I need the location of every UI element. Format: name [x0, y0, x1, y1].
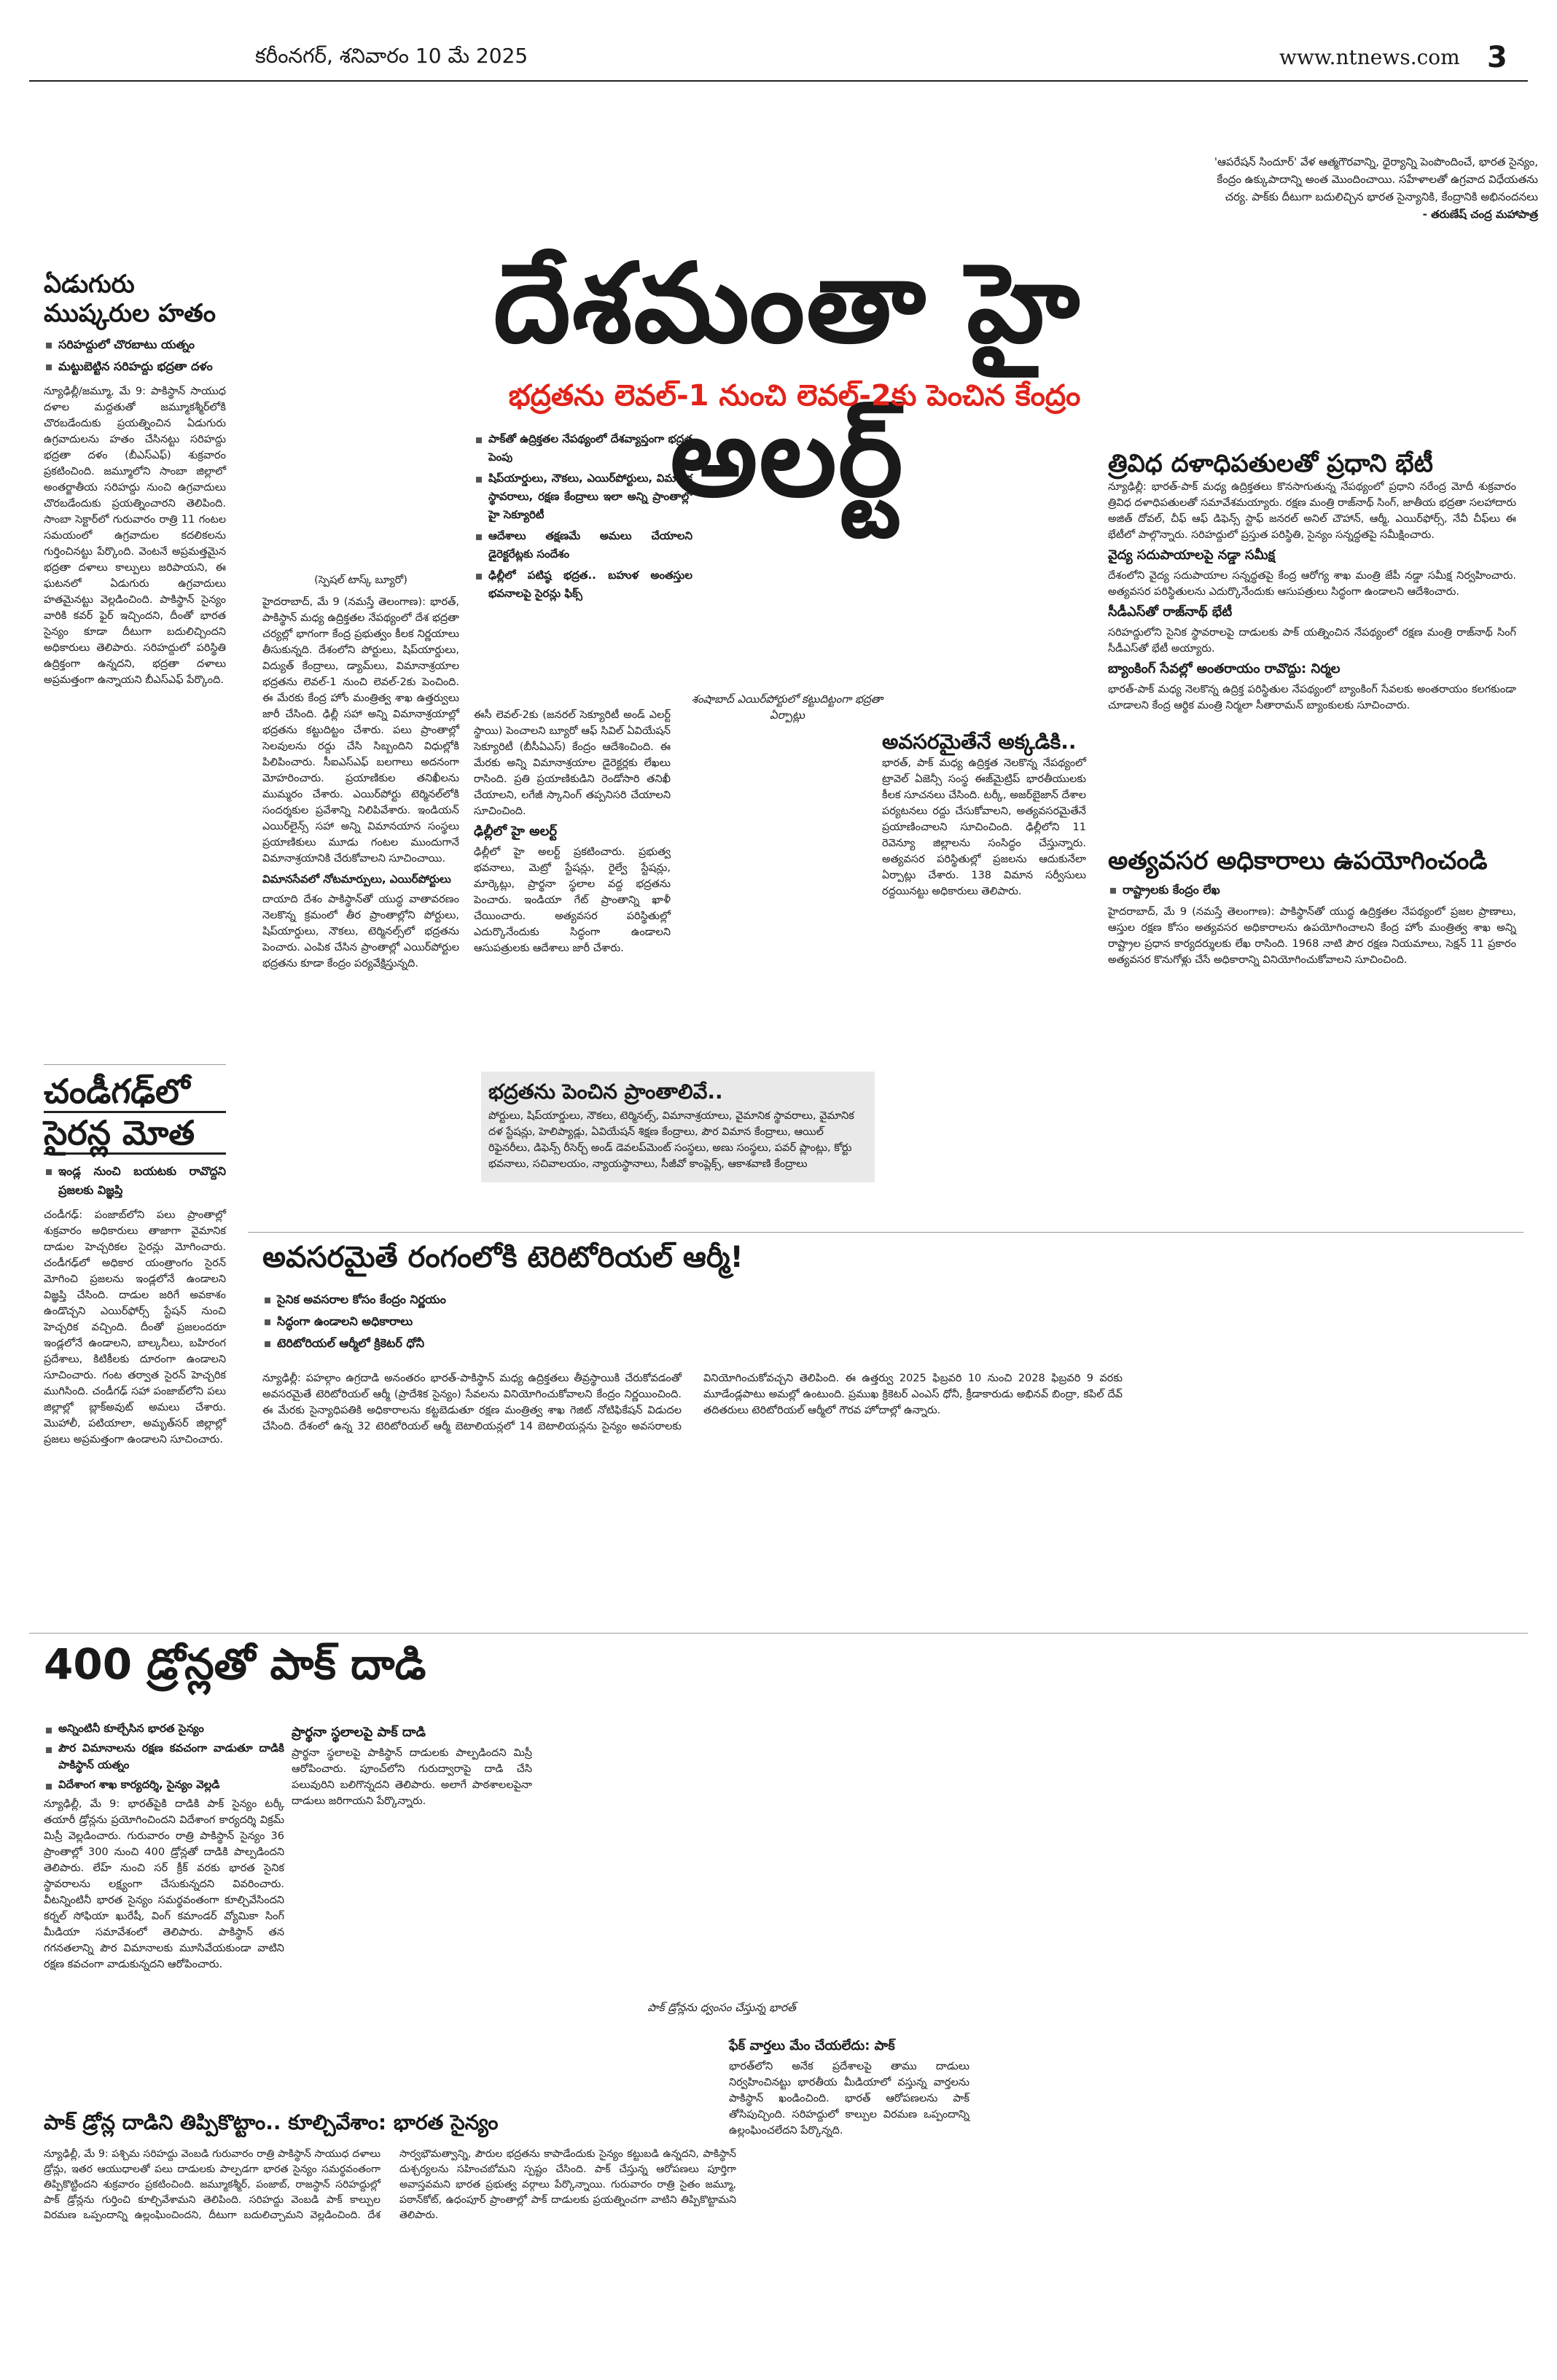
- mid-story: [474, 707, 671, 961]
- chiefs-subhead-1: వైద్య సదుపాయాలపై నడ్డా సమీక్ష: [1108, 547, 1276, 563]
- highlight-item: షిప్‌యార్డులు, నౌకలు, ఎయిర్‌పోర్టులు, విమానిక స్థావరాలు, రక్షణ కేంద్రాలు ఇలా అన్ని ప్రాంతాల్లో హై సెక్యూరిటీ: [474, 469, 692, 524]
- chandigarh-story: [44, 1072, 226, 1452]
- chiefs-body-1: దేశంలోని వైద్య సదుపాయాల సన్నద్ధతపై కేంద్ర ఆరోగ్య శాఖ మంత్రి జేపీ నడ్డా సమీక్ష నిర్వహించారు. అత్యవసర పరిస్థితులను ఎదుర్కొనేందుకు ఆసుపత్రులు సిద్ధంగా ఉండాలని ఆదేశించారు.: [1108, 570, 1516, 598]
- emergency-powers-bullet: రాష్ట్రాలకు కేంద్రం లేఖ: [1108, 881, 1516, 900]
- highlight-item: ఆదేశాలు తక్షణమే అమలు చేయాలని డైరెక్టరేట్లకు సందేశం: [474, 527, 692, 563]
- quote-author: - తరుణేష్ చంద్ర మహాపాత్ర: [1422, 208, 1538, 221]
- chandigarh-headline-2: సైరన్ల మోత: [44, 1111, 226, 1155]
- bottom-body: న్యూఢిల్లీ, మే 9: పశ్చిమ సరిహద్దు వెంబడి గురువారం రాత్రి పాకిస్థాన్ సాయుధ దళాలు డ్రోన్లు, ఇతర ఆయుధాలతో పలు దాడులకు పాల్పడగా భారత సైన్యం సమర్థవంతంగా తిప్పికొట్టిందని శుక్రవారం ప్రకటించింది. జమ్మూకశ్మీర్, పంజాబ్, రాజస్థాన్ సరిహద్దుల్లో పాక్ డ్రోన్లను గుర్తించి కూల్చివేశామని తెలిపింది. సరిహద్దు వెంబడి పాక్ కాల్పుల విరమణ ఒప్పందాన్ని ఉల్లంఘించిందని, దీటుగా బదులిచ్చామని వెల్లడించింది. దేశ సార్వభౌమత్వాన్ని, పౌరుల భద్రతను కాపాడేందుకు సైన్యం కట్టుబడి ఉన్నదని, పాకిస్థాన్ దుశ్చర్యలను సహించబోమని స్పష్టం చేసింది. పాక్ చేస్తున్న ఆరోపణలు పూర్తిగా అవాస్తవమని భారత ప్రభుత్వ వర్గాలు పేర్కొన్నాయి. గురువారం రాత్రి సైతం జమ్మూ, పఠాన్‌కోట్, ఉధంపూర్ ప్రాంతాల్లో పాక్ దాడులకు ప్రయత్నించగా వాటిని తిప్పికొట్టామని తెలిపారు.: [44, 2148, 736, 2221]
- drones-body: న్యూఢిల్లీ, మే 9: భారత్‌పైకి దాడికి పాక్ సైన్యం టర్కీ తయారీ డ్రోన్లను ప్రయోగించిందని విదేశాంగ కార్యదర్శి విక్రమ్ మిస్రీ వెల్లడించారు. గురువారం రాత్రి పాకిస్థాన్ సైన్యం 36 ప్రాంతాల్లో 300 నుంచి 400 డ్రోన్లతో దాడికి పాల్పడిందని తెలిపారు. లేహ్ నుంచి సర్ క్రీక్ వరకు భారత సైనిక స్థావరాలను లక్ష్యంగా చేసుకున్నదని వివరించారు. వీటన్నింటినీ భారత సైన్యం సమర్థవంతంగా కూల్చివేసిందని కర్నల్ సోఫియా ఖురేషీ, వింగ్ కమాండర్ వ్యోమికా సింగ్ మీడియా సమావేశంలో తెలిపారు. పాకిస్థాన్ తన గగనతలాన్ని పౌర విమానాలకు మూసివేయకుండా వాటిని రక్షణ కవచంగా వాడుకున్నదని ఆరోపించారు.: [44, 1798, 284, 1970]
- chiefs-body-2: సరిహద్దులోని సైనిక స్థావరాలపై దాడులకు పాక్ యత్నించిన నేపథ్యంలో రక్షణ మంత్రి రాజ్‌నాథ్ సింగ్ సీడీఎస్‌తో భేటీ అయ్యారు.: [1108, 627, 1516, 655]
- emergency-powers-body: హైదరాబాద్, మే 9 (నమస్తే తెలంగాణ): పాకిస్థాన్‌తో యుద్ధ ఉద్రిక్తతల నేపథ్యంలో ప్రజల ప్రాణాలు, ఆస్తుల రక్షణ కోసం అత్యవసర అధికారాలను ఉపయోగించాలని కేంద్ర హోం మంత్రిత్వ శాఖ అన్ని రాష్ట్రాల ప్రధాన కార్యదర్శులకు లేఖ రాసింది. 1968 నాటి పౌర రక్షణ నియమాలు, సెక్షన్ 11 ప్రకారం అత్యవసర కొనుగోళ్లు చేసే అధికారాన్ని వినియోగించుకోవాలని సూచించింది.: [1108, 906, 1516, 966]
- territorial-bullet: సైనిక అవసరాల కోసం కేంద్రం నిర్ణయం: [262, 1290, 692, 1309]
- raised-areas-box: [481, 1072, 875, 1182]
- divider: [248, 1232, 1523, 1233]
- highlight-item: ఢిల్లీలో పటిష్ఠ భద్రత.. బహుళ అంతస్తుల భవనాలపై సైరన్లు ఫిక్స్: [474, 566, 692, 603]
- left-story-headline: ఏడుగురు ముష్కరుల హతం: [44, 270, 216, 328]
- chiefs-body-3: భారత్-పాక్ మధ్య నెలకొన్న ఉద్రిక్త పరిస్థితుల నేపథ్యంలో బ్యాంకింగ్ సేవలకు అంతరాయం కలగకుండా చూడాలని కేంద్ర ఆర్థిక మంత్రి నిర్మలా సీతారామన్ బ్యాంకులకు సూచించారు.: [1108, 684, 1516, 711]
- raised-areas-headline: భద్రతను పెంచిన ప్రాంతాలివే..: [488, 1080, 723, 1104]
- chandigarh-bullet: ఇండ్ల నుంచి బయటకు రావొద్దని ప్రజలకు విజ్ఞప్తి: [44, 1162, 226, 1200]
- drones-body-3: భారత్‌లోని అనేక ప్రదేశాలపై తాము దాడులు నిర్వహించినట్టు భారతీయ మీడియాలో వస్తున్న వార్తలను పాకిస్థాన్ ఖండించింది. భారత్ ఆరోపణలను పాక్ తోసిపుచ్చింది. సరిహద్దులో కాల్పుల విరమణ ఒప్పందాన్ని ఉల్లంఘించలేదని పేర్కొన్నది.: [729, 2061, 969, 2137]
- dateline: కరీంనగర్, శనివారం 10 మే 2025: [255, 44, 528, 68]
- chiefs-story: [1108, 448, 1516, 718]
- mid-story-subhead: ఢిల్లీలో హై అలర్ట్: [474, 824, 557, 839]
- drones-bullets: [44, 1720, 284, 1977]
- chiefs-subhead-2: సీడీఎస్‌తో రాజ్‌నాథ్ భేటీ: [1108, 604, 1233, 620]
- divider: [29, 1633, 1528, 1634]
- main-subheadline: భద్రతను లెవల్-1 నుంచి లెవల్-2కు పెంచిన కేంద్రం: [508, 379, 1081, 413]
- left-story-bullet: సరిహద్దులో చొరబాటు యత్నం: [44, 335, 226, 354]
- quote-box: [1195, 153, 1538, 223]
- chiefs-subhead-3: బ్యాంకింగ్ సేవల్లో అంతరాయం రావొద్దు: నిర్మల: [1108, 661, 1341, 676]
- center-story-body: హైదరాబాద్, మే 9 (నమస్తే తెలంగాణ): భారత్, పాకిస్థాన్ మధ్య ఉద్రిక్తతల నేపథ్యంలో దేశ భద్రతా చర్యల్లో భాగంగా కేంద్ర ప్రభుత్వం కీలక నిర్ణయాలు తీసుకున్నది. దేశంలోని పోర్టులు, షిప్‌యార్డులు, విద్యుత్ కేంద్రాలు, డ్యామ్‌లు, విమానాశ్రయాల భద్రతను లెవల్-1 నుంచి లెవల్-2కు పెంచింది. ఈ మేరకు కేంద్ర హోం మంత్రిత్వ శాఖ ఉత్తర్వులు జారీ చేసింది. ఢిల్లీ సహా అన్ని విమానాశ్రయాల్లో భద్రతను కట్టుదిట్టం చేశారు. పలు ప్రాంతాల్లో సెలవులను రద్దు చేసి సిబ్బందిని విధుల్లోకి పిలిపించారు. సీఐఎస్ఎఫ్ బలగాలు అదనంగా మోహరించారు. ప్రయాణికుల తనిఖీలను ముమ్మరం చేశారు. ఎయిర్‌పోర్టు టెర్మినల్‌లోకి సందర్శకుల ప్రవేశాన్ని నిలిపివేశారు. ఇండియన్ ఎయిర్‌లైన్స్ సహా అన్ని విమానయాన సంస్థలు ప్రయాణికులు మూడు గంటల ముందుగానే విమానాశ్రయానికి చేరుకోవాలని సూచించాయి.: [262, 596, 459, 865]
- drones-bullet: పౌర విమానాలను రక్షణ కవచంగా వాడుతూ దాడికి పాకిస్థాన్ యత్నం: [44, 1740, 284, 1774]
- drones-subhead-2: ఫేక్ వార్తలు మేం చేయలేదు: పాక్: [729, 2038, 895, 2053]
- drones-col-2: [292, 1720, 532, 1814]
- territorial-bullet: టెరిటోరియల్ ఆర్మీలో క్రికెటర్ ధోనీ: [262, 1334, 692, 1353]
- drones-body-2: ప్రార్థనా స్థలాలపై పాకిస్థాన్ దాడులకు పాల్పడిందని మిస్రీ ఆరోపించారు. పూంచ్‌లోని గురుద్వారాపై దాడి చేసి పలువురిని బలిగొన్నదని తెలిపారు. అలాగే పాఠశాలలపైనా దాడులు జరిగాయని పేర్కొన్నారు.: [292, 1747, 532, 1807]
- territorial-bullet: సిద్ధంగా ఉండాలని అధికారాలు: [262, 1312, 692, 1331]
- chandigarh-body: చండీగఢ్: పంజాబ్‌లోని పలు ప్రాంతాల్లో శుక్రవారం అధికారులు తాజాగా వైమానిక దాడుల హెచ్చరికల సైరన్లు మోగించారు. చండీగఢ్‌లో అధికార యంత్రాంగం సైరన్ మోగించి ప్రజలను ఇండ్లలోనే ఉండాలని విజ్ఞప్తి చేసింది. దాడుల జరిగే అవకాశం ఉండొచ్చని ఎయిర్‌ఫోర్స్ స్టేషన్ నుంచి హెచ్చరిక వచ్చింది. దీంతో ప్రజలందరూ ఇండ్లలోనే ఉండాలని, బాల్కనీలు, బహిరంగ ప్రదేశాలు, కిటికీలకు దూరంగా ఉండాలని సూచించారు. గంట తర్వాత సైరన్ హెచ్చరిక ముగిసింది. చండీగఢ్ సహా పంజాబ్‌లోని పలు జిల్లాల్లో బ్లాక్‌అవుట్ అమలు చేశారు. మొహాలీ, పటియాలా, అమృత్‌సర్ జిల్లాల్లో ప్రజలు అప్రమత్తంగా ఉండాలని సూచించారు.: [44, 1209, 226, 1445]
- chiefs-body: న్యూఢిల్లీ: భారత్-పాక్ మధ్య ఉద్రిక్తతలు కొనసాగుతున్న నేపథ్యంలో ప్రధాని నరేంద్ర మోదీ శుక్రవారం త్రివిధ దళాధిపతులతో సమావేశమయ్యారు. రక్షణ మంత్రి రాజ్‌నాథ్ సింగ్, జాతీయ భద్రతా సలహాదారు అజిత్ దోవల్, చీఫ్ ఆఫ్ డిఫెన్స్ స్టాఫ్ జనరల్ అనిల్ చౌహాన్, ఆర్మీ, ఎయిర్‌ఫోర్స్, నేవీ చీఫ్‌లు ఈ భేటీలో పాల్గొన్నారు. సరిహద్దులో ప్రస్తుత పరిస్థితి, సైన్యం సన్నద్ధతపై సమీక్షించారు.: [1108, 481, 1516, 541]
- center-story-body-2: దాయాది దేశం పాకిస్థాన్‌తో యుద్ధ వాతావరణం నెలకొన్న క్రమంలో తీర ప్రాంతాల్లోని పోర్టులు, షిప్‌యార్డులు, నౌకలు, టెర్మినల్స్‌లో భద్రతను పెంచారు. ఎంపిక చేసిన ప్రాంతాల్లో ఎయిర్‌పోర్టుల భద్రతను కూడా కేంద్రం పర్యవేక్షిస్తున్నది.: [262, 894, 459, 969]
- mid-story-body-2: ఢిల్లీలో హై అలర్ట్ ప్రకటించారు. ప్రభుత్వ భవనాలు, మెట్రో స్టేషన్లు, రైల్వే స్టేషన్లు, మార్కెట్లు, ప్రార్థనా స్థలాల వద్ద భద్రతను పెంచారు. ఇండియా గేట్ ప్రాంతాన్ని ఖాళీ చేయించారు. అత్యవసర పరిస్థితుల్లో ఎదుర్కొనేందుకు సిద్ధంగా ఉండాలని ఆసుపత్రులకు ఆదేశాలు జారీ చేశారు.: [474, 846, 671, 954]
- bottom-headline: పాక్‌ డ్రోన్ల దాడిని తిప్పికొట్టాం.. కూల్చివేశాం: భారత సైన్యం: [44, 2110, 499, 2134]
- emergency-body: భారత్, పాక్ మధ్య ఉద్రిక్తత నెలకొన్న నేపథ్యంలో ట్రావెల్ ఏజెన్సీ సంస్థ ఈజ్‌మైట్రిప్ భారతీయులకు కీలక సూచనలు చేసింది. టర్కీ, అజర్‌బైజాన్ దేశాల పర్యటనలు రద్దు చేసుకోవాలని, అత్యవసరమైతేనే ప్రయాణించాలని సూచించింది. ఢిల్లీలోని 11 రెవెన్యూ జిల్లాలను సంసిద్ధం చేస్తున్నారు. అత్యవసర పరిస్థితుల్లో ప్రజలను ఆదుకునేలా ఏర్పాట్లు చేశారు. 138 విమాన సర్వీసులు రద్దయిన‌ట్టు అధికారులు తెలిపారు.: [882, 757, 1086, 897]
- center-story: [262, 572, 459, 976]
- website-url[interactable]: www.ntnews.com: [1279, 45, 1460, 69]
- header-rule: [29, 80, 1528, 82]
- quote-text: 'ఆపరేషన్ సిందూర్' వేళ ఆత్మగౌరవాన్ని, ధైర్యాన్ని పెంపొందించే, భారత సైన్యం, కేంద్రం ఉక్కుపాదాన్ని అంత మొందించాయి. సహేళాలతో ఉగ్రవాద విధేయతను చర్య. పాక్‌కు దీటుగా బదులిచ్చిన భారత సైన్యానికి, కేంద్రానికి అభినందనలు: [1214, 155, 1538, 203]
- emergency-headline: అవసరమైతేనే అక్కడికి..: [882, 730, 1077, 754]
- highlight-item: పాక్‌తో ఉద్రిక్తతల నేపథ్యంలో దేశవ్యాప్తంగా భద్రత పెంపు: [474, 430, 692, 467]
- left-story-body: న్యూఢిల్లీ/జమ్మూ, మే 9: పాకిస్థాన్ సాయుధ దళాల మద్దతుతో జమ్మూకశ్మీర్‌లోకి చొరబడేందుకు ప్రయత్నించిన ఏడుగురు ఉగ్రవాదులను హతం చేసినట్టు సరిహద్దు భద్రతా దళం (బీఎస్ఎఫ్) శుక్రవారం ప్రకటించింది. జమ్మూలోని సాంబా జిల్లాలో అంతర్జాతీయ సరిహద్దు నుంచి ఉగ్రవాదులు చొరబడేందుకు ప్రయత్నించారని తెలిపింది. సాంబా సెక్టార్‌లో గురువారం రాత్రి 11 గంటల సమయంలో ఉగ్రవాదుల కదలికలను గుర్తించినట్టు పేర్కొంది. వెంటనే అప్రమత్తమైన భద్రతా దళాలు కాల్పులు జరిపాయని, ఈ ఘటనలో ఏడుగురు ఉగ్రవాదులు హతమైనట్టు వెల్లడించింది. పాకిస్థాన్ సైన్యం వారికి కవర్ ఫైర్ ఇచ్చిందని, దీంతో భారత సైన్యం కూడా దీటుగా బదులిచ్చిందని అధికారులు తెలిపారు. సరిహద్దులో పరిస్థితి ఉద్రిక్తంగా ఉన్నదని, భద్రతా దళాలు అప్రమత్తంగా ఉన్నాయని బీఎస్ఎఫ్ పేర్కొంది.: [44, 386, 226, 686]
- territorial-body: న్యూఢిల్లీ: పహల్గాం ఉగ్రదాడి అనంతరం భారత్-పాకిస్థాన్ మధ్య ఉద్రిక్తతలు తీవ్రస్థాయికి చేరుకోవడంతో అవసరమైతే టెరిటోరియల్ ఆర్మీ (ప్రాదేశిక సైన్యం) సేవలను వినియోగించుకోవాలని కేంద్రం నిర్ణయించింది. ఈ మేరకు సైన్యాధిపతికి అధికారాలను కట్టబెడుతూ రక్షణ మంత్రిత్వ శాఖ గెజిట్ నోటిఫికేషన్ విడుదల చేసింది. దేశంలో ఉన్న 32 టెరిటోరియల్ ఆర్మీ బెటాలియన్లలో 14 బెటాలియన్లను సైన్యం అవసరాలకు వినియోగించుకోవచ్చని తెలిపింది. ఈ ఉత్తర్వు 2025 ఫిబ్రవరి 10 నుంచి 2028 ఫిబ్రవరి 9 వరకు మూడేండ్లపాటు అమల్లో ఉంటుంది. ప్రముఖ క్రికెటర్ ఎంఎస్ ధోనీ, క్రీడాకారుడు అభినవ్ బింద్రా, కపిల్ దేవ్ తదితరులు టెరిటోరియల్ ఆర్మీలో గౌరవ హోదాల్లో ఉన్నారు.: [262, 1373, 1123, 1432]
- territorial-headline-wrap: [262, 1239, 1356, 1276]
- chiefs-headline: త్రివిధ దళాధిపతులతో ప్రధాని భేటీ: [1108, 449, 1433, 478]
- divider: [44, 1064, 226, 1065]
- emergency-story: [882, 729, 1086, 904]
- drones-photo-caption: పాక్ డ్రోన్లను ధ్వంసం చేస్తున్న భారత్: [647, 2001, 796, 2014]
- drones-headline: 400 డ్రోన్లతో పాక్ దాడి: [44, 1639, 426, 1689]
- main-headline: దేశమంతా హై అలర్ట్: [493, 241, 1082, 521]
- drones-col-3: [729, 2034, 969, 2143]
- emergency-powers-headline: అత్యవసర అధికారాలు ఉపయోగించండి: [1108, 846, 1488, 875]
- territorial-story: [262, 1290, 692, 1356]
- photo-caption: శంషాబాద్ ఎయిర్‌పోర్టులో కట్టుదిట్టంగా భద్రతా ఏర్పాట్లు: [691, 692, 883, 722]
- mid-story-body: ఈసీ లెవల్-2కు (జనరల్ సెక్యూరిటీ అండ్ ఎలర్ట్ స్థాయి) పెంచాలని బ్యూరో ఆఫ్ సివిల్ ఏవియేషన్ సెక్యూరిటీ (బీసీఏఎస్) కేంద్రం ఆదేశించింది. ఈ మేరకు అన్ని విమానాశ్రయాల డైరెక్టర్లకు లేఖలు రాసింది. ప్రతి ప్రయాణికుడిని రెండోసారి తనిఖీ చేయాలని, లగేజీ స్కానింగ్ తప్పనిసరి చేయాలని సూచించింది.: [474, 709, 671, 817]
- center-story-subhead: విమానసేవలో నోటమార్పులు, ఎయిర్‌పోర్టులు: [262, 873, 451, 886]
- drones-bullet: విదేశాంగ శాఖ కార్యదర్శి, సైన్యం వెల్లడి: [44, 1776, 284, 1793]
- territorial-headline: అవసరమైతే రంగంలోకి టెరిటోరియల్ ఆర్మీ!: [262, 1241, 744, 1274]
- emergency-powers-story: [1108, 846, 1516, 972]
- drones-bullet: అన్నింటినీ కూల్చేసిన భారత సైన్యం: [44, 1720, 284, 1737]
- left-story: [44, 270, 226, 692]
- raised-areas-body: పోర్టులు, షిప్‌యార్డులు, నౌకలు, టెర్మినల్స్, విమానాశ్రయాలు, వైమానిక స్థావరాలు, వైమానిక దళ స్టేషన్లు, హెలిప్యాడ్లు, ఏవియేషన్ శిక్షణ కేంద్రాలు, పౌర విమాన కేంద్రాలు, ఆయిల్ రిఫైనరీలు, డిఫెన్స్ రీసెర్చ్ అండ్ డెవలప్‌మెంట్ సంస్థలు, అణు సంస్థలు, పవర్ ప్లాంట్లు, కోర్టు భవనాలు, సచివాలయం, న్యాయస్థానాలు, సీజీవో కాంప్లెక్స్, ఆకాశవాణి కేంద్రాలు: [488, 1110, 854, 1170]
- highlights-box: [474, 430, 692, 606]
- page-number: 3: [1487, 41, 1507, 74]
- left-story-bullet: మట్టుబెట్టిన సరిహద్దు భద్రతా దళం: [44, 357, 226, 376]
- drones-subhead-1: ప్రార్థనా స్థలాలపై పాక్ దాడి: [292, 1725, 426, 1740]
- center-story-byline: (స్పెషల్ టాస్క్ బ్యూరో): [314, 574, 407, 586]
- chandigarh-headline-1: చండీగఢ్‌లో: [44, 1072, 190, 1111]
